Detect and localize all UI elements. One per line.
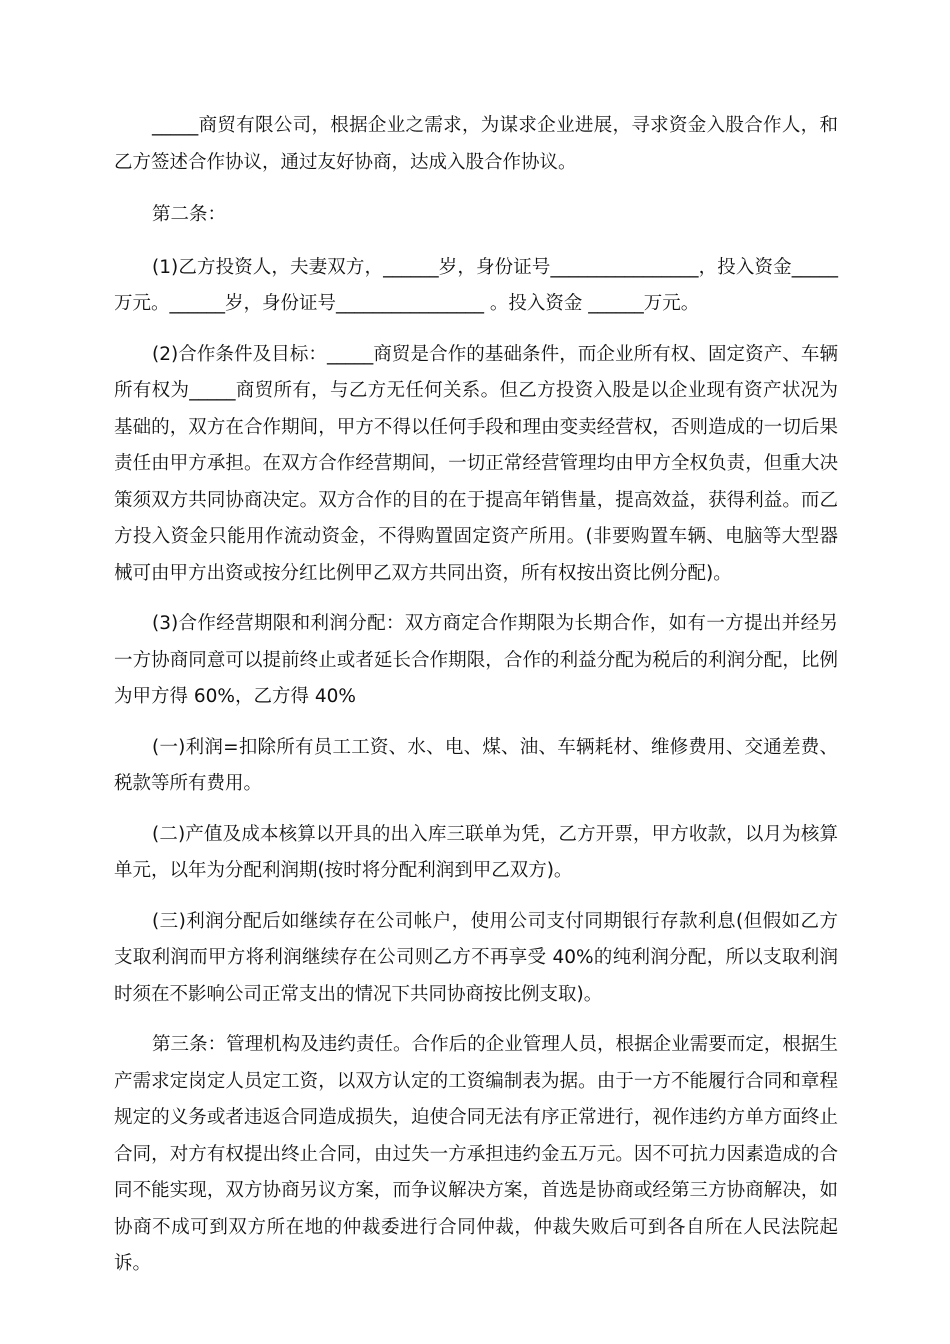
paragraph-article-two-heading: 第二条： <box>152 204 227 225</box>
paragraph-output-accounting: (二)产值及成本核算以开具的出入库三联单为凭，乙方开票，甲方收款，以月为核算单元，以年为分配利润期(按时将分配利润到甲乙双方)。 <box>114 823 838 881</box>
paragraph-investors: (1)乙方投资人，夫妻双方，______岁，身份证号________________，投入资金_____万元。______岁，身份证号________________ 。投入资金 ______万元。 <box>114 256 838 314</box>
paragraph-cooperation-conditions: (2)合作条件及目标：_____商贸是合作的基础条件，而企业所有权、固定资产、车辆所有权为_____商贸所有，与乙方无任何关系。但乙方投资入股是以企业现有资产状况为基础的，双方在合作期间，甲方不得以任何手段和理由变卖经营权，否则造成的一切后果责任由甲方承担。在双方合作经营期间，一切正常经营管理均由甲方全权负责，但重大决策须双方共同协商决定。双方合作的目的在于提高年销售量，提高效益，获得利益。而乙方投入资金只能用作流动资金，不得购置固定资产所用。(非要购置车辆、电脑等大型器械可由甲方出资或按分红比例甲乙双方共同出资，所有权按出资比例分配)。 <box>114 343 838 584</box>
paragraph-article-three: 第三条：管理机构及违约责任。合作后的企业管理人员，根据企业需要而定，根据生产需求定岗定人员定工资，以双方认定的工资编制表为据。由于一方不能履行合同和章程规定的义务或者违返合同造成损失，迫使合同无法有序正常进行，视作违约方单方面终止合同，对方有权提出终止合同，由过失一方承担违约金五万元。因不可抗力因素造成的合同不能实现，双方协商另议方案，而争议解决方案，首选是协商或经第三方协商解决，如协商不成可到双方所在地的仲裁委进行合同仲裁，仲裁失败后可到各自所在人民法院起诉。 <box>114 1034 838 1274</box>
paragraph-profit-definition: (一)利润=扣除所有员工工资、水、电、煤、油、车辆耗材、维修费用、交通差费、税款等所有费用。 <box>114 736 838 794</box>
paragraph-intro: _____商贸有限公司，根据企业之需求，为谋求企业进展，寻求资金入股合作人，和乙方签述合作协议，通过友好协商，达成入股合作协议。 <box>114 115 838 173</box>
paragraph-term-and-profit: (3)合作经营期限和利润分配：双方商定合作期限为长期合作，如有一方提出并经另一方协商同意可以提前终止或者延长合作期限，合作的利益分配为税后的利润分配，比例为甲方得 60%，乙方得 40% <box>114 613 838 707</box>
document-body <box>114 108 838 1283</box>
paragraph-retained-profit: (三)利润分配后如继续存在公司帐户，使用公司支付同期银行存款利息(但假如乙方支取利润而甲方将利润继续存在公司则乙方不再享受 40%的纯利润分配，所以支取利润时须在不影响公司正常支出的情况下共同协商按比例支取)。 <box>114 910 838 1005</box>
